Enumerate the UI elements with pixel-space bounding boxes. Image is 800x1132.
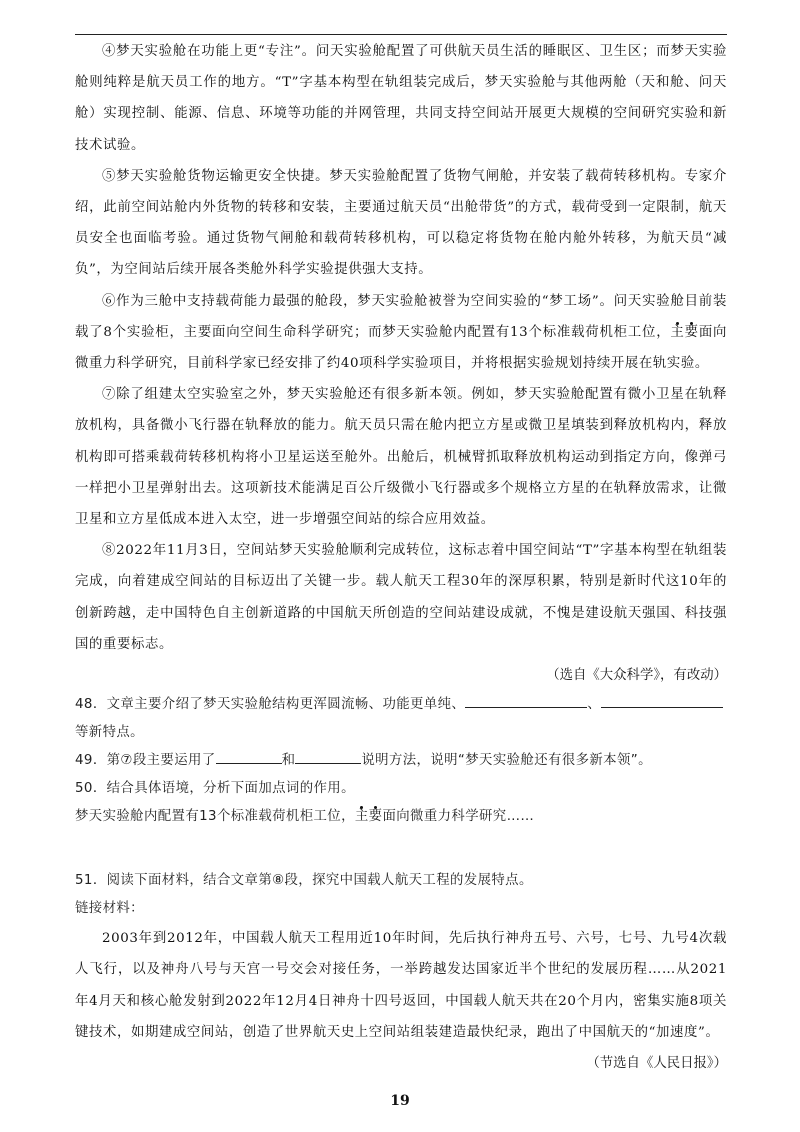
answer-blank[interactable]	[465, 693, 587, 708]
paragraph-5: ⑤梦天实验舱货物运输更安全快捷。梦天实验舱配置了货物气闸舱，并安装了载荷转移机构。专家介绍，此前空间站舱内外货物的转移和安装，主要通过航天员“出舱带货”的方式，载荷受到一定限制，航天员安全也面临考验。通过货物气闸舱和载荷转移机构，可以稳定将货物在舱内舱外转移，为航天员“减负”，为空间站后续开展各类舱外科学实验提供强大支持。	[75, 168, 727, 278]
paragraph-4: ④梦天实验舱在功能上更“专注”。问天实验舱配置了可供航天员生活的睡眠区、卫生区；而梦天实验舱则纯粹是航天员工作的地方。“T”字基本构型在轨组装完成后，梦天实验舱与其他两舱（天和舱、问天舱）实现控制、能源、信息、环境等功能的并网管理，共同支持空间站开展更大规模的空间研究实验和新技术试验。	[75, 44, 727, 153]
answer-blank[interactable]	[601, 693, 723, 708]
paragraph-7: ⑦除了组建太空实验室之外，梦天实验舱还有很多新本领。例如，梦天实验舱配置有微小卫星在轨释放机构，具备微小飞行器在轨释放的能力。航天员只需在舱内把立方星或微卫星填装到释放机构内，释放机构即可搭乘载荷转移机构将小卫星运送至舱外。出舱后，机械臂抓取释放机构运动到指定方向，像弹弓一样把小卫星弹射出去。这项新技术能满足百公斤级微小飞行器或多个规格立方星的在轨释放需求，让微卫星和立方星低成本进入太空，进一步增强空间站的综合应用效益。	[75, 387, 727, 528]
answer-blank[interactable]	[216, 749, 282, 764]
link-material-label: 链接材料：	[75, 901, 144, 917]
paragraph-6: ⑥作为三舱中支持载荷能力最强的舱段，梦天实验舱被誉为空间实验的“梦工场”。问天实验舱目前装载了8个实验柜，主要面向空间生命科学研究；而梦天实验舱内配置有13个标准载荷机柜工位，主要面向微重力科学研究，目前科学家已经安排了约40项科学实验项目，并将根据实验规划持续开展在轨实验。	[75, 293, 728, 372]
article-source: （选自《大众科学》，有改动）	[546, 668, 727, 684]
emphasis-dot-char: 要	[684, 324, 699, 340]
page-content	[75, 36, 727, 1079]
spacer	[75, 831, 727, 867]
emphasis-dot-char: 主	[354, 809, 369, 825]
answer-blank[interactable]	[295, 749, 361, 764]
question-49: 49．第⑦段主要运用了 和 说明方法，说明“梦天实验舱还有很多新本领”。	[75, 747, 727, 775]
material-source: （节选自《人民日报》）	[586, 1056, 727, 1072]
question-48: 48．文章主要介绍了梦天实验舱结构更浑圆流畅、功能更单纯、 、等新特点。	[75, 691, 727, 747]
question-50-title: 50．结合具体语境，分析下面加点词的作用。	[75, 781, 355, 797]
page-number: 19	[390, 1093, 410, 1109]
emphasis-dot-char: 要	[368, 809, 383, 825]
link-material-text: 2003年到2012年，中国载人航天工程用近10年时间，先后执行神舟五号、六号，七号、九号4次载人飞行，以及神舟八号与天宫一号交会对接任务，一举跨越发达国家近半个世纪的发展历程……从2021年4月天和核心舱发射到2022年12月4日神舟十四号返回，中国载人航天共在20个月内，密集实施8项关键技术，如期建成空间站，创造了世界航天史上空间站组装建造最快纪录，跑出了中国航天的“加速度”。	[75, 931, 727, 1040]
question-51-title: 51．阅读下面材料，结合文章第⑧段，探究中国载人航天工程的发展特点。	[75, 873, 533, 889]
paragraph-8: ⑧2022年11月3日，空间站梦天实验舱顺利完成转位，这标志着中国空间站“T”字基本构型在轨组装完成，向着建成空间站的目标迈出了关键一步。载人航天工程30年的深厚积累，特别是新时代这10年的创新跨越，走中国特色自主创新道路的中国航天所创造的空间站建设成就，不愧是建设航天强国、科技强国的重要标志。	[75, 543, 727, 652]
top-rule	[75, 34, 727, 35]
question-50-quote: 梦天实验舱内配置有13个标准载荷机柜工位，主要面向微重力科学研究……	[75, 809, 535, 825]
emphasis-dot-char: 主	[670, 324, 685, 340]
